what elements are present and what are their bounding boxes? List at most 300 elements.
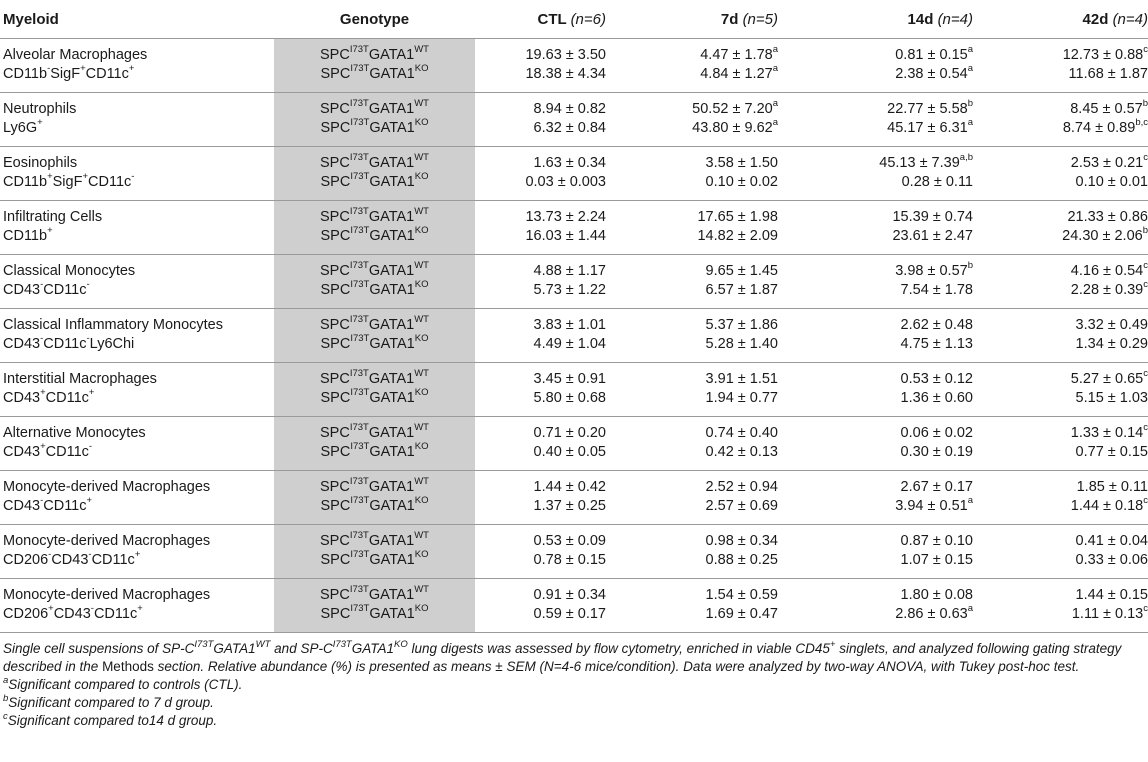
- genotype-mutation: I73T: [350, 495, 370, 507]
- cell-7d: [606, 147, 778, 201]
- marker-sign: +: [37, 117, 43, 129]
- footnote-mark: c: [3, 710, 8, 722]
- value-ko: 6.32 ± 0.84: [533, 120, 606, 136]
- value-ko: 18.38 ± 4.34: [525, 66, 606, 82]
- value-wt: 2.53 ± 0.21$^c$: [1070, 152, 1148, 171]
- value-ko: 4.75 ± 1.13: [900, 336, 973, 352]
- significance-mark: a: [772, 63, 778, 75]
- marker-sign: -: [131, 171, 135, 183]
- cell-genotype: [274, 201, 475, 255]
- value-wt: 13.73 ± 2.24: [525, 209, 606, 225]
- population-marker: CD43+CD11c-: [3, 441, 93, 460]
- value-wt: 12.73 ± 0.88$^c$: [1062, 44, 1148, 63]
- cell-ctl: [475, 93, 606, 147]
- genotype-wt-label: WT: [414, 476, 429, 488]
- cell-7d: [606, 201, 778, 255]
- significance-mark: c: [1143, 495, 1148, 507]
- value-ko: 3.94 ± 0.51$^a$: [895, 495, 973, 514]
- value-wt: 1.33 ± 0.14$^c$: [1070, 422, 1148, 441]
- table-row: [0, 39, 1148, 93]
- significance-mark: c: [1143, 368, 1148, 380]
- footnote-superscript: KO: [393, 638, 408, 650]
- value-wt: 0.41 ± 0.04: [1075, 533, 1148, 549]
- genotype-ko: $SPC^{I73T}GATA1^{KO}$: [320, 603, 429, 622]
- genotype-wt-label: WT: [414, 584, 429, 596]
- table-row: [0, 417, 1148, 471]
- population-marker: CD43-CD11c+: [3, 495, 93, 514]
- cell-42d: [973, 525, 1148, 579]
- cell-genotype: [274, 309, 475, 363]
- table-body: [0, 39, 1148, 633]
- cell-genotype: [274, 579, 475, 633]
- value-ko: 0.10 ± 0.02: [705, 174, 778, 190]
- cell-ctl: [475, 309, 606, 363]
- cell-42d: [973, 255, 1148, 309]
- population-marker: CD43+CD11c+: [3, 387, 95, 406]
- significance-mark: b: [1142, 98, 1148, 110]
- population-marker: CD11b-SigF+CD11c+: [3, 63, 135, 82]
- population-name: Monocyte-derived Macrophages: [3, 479, 211, 495]
- value-ko: 23.61 ± 2.47: [892, 228, 973, 244]
- genotype-ko-label: KO: [414, 333, 429, 345]
- footnote-superscript: +: [829, 638, 836, 650]
- value-wt: 1.44 ± 0.42: [533, 479, 606, 495]
- value-ko: 2.38 ± 0.54$^a$: [895, 63, 973, 82]
- significance-mark: b: [967, 98, 973, 110]
- footnote-superscript: I73T: [332, 638, 352, 650]
- cell-population: [0, 363, 274, 417]
- table-row: [0, 579, 1148, 633]
- genotype-ko-label: KO: [414, 549, 429, 561]
- value-wt: 21.33 ± 0.86: [1067, 209, 1148, 225]
- value-wt: 2.67 ± 0.17: [900, 479, 973, 495]
- genotype-wt: $SPC^{I73T}GATA1^{WT}$: [319, 584, 429, 603]
- value-wt: 17.65 ± 1.98: [697, 209, 778, 225]
- cell-7d: [606, 309, 778, 363]
- marker-sign: +: [40, 441, 46, 453]
- value-ko: 5.28 ± 1.40: [705, 336, 778, 352]
- genotype-mutation: I73T: [350, 63, 370, 75]
- marker-sign: -: [47, 63, 51, 75]
- cell-42d: [973, 417, 1148, 471]
- value-wt: 0.91 ± 0.34: [533, 587, 606, 603]
- genotype-mutation: I73T: [350, 117, 370, 129]
- value-ko: 16.03 ± 1.44: [525, 228, 606, 244]
- value-wt: 0.74 ± 0.40: [705, 425, 778, 441]
- cell-7d: [606, 579, 778, 633]
- marker-sign: -: [40, 333, 44, 345]
- genotype-ko-label: KO: [414, 279, 429, 291]
- marker-sign: -: [88, 549, 92, 561]
- value-ko: 1.36 ± 0.60: [900, 390, 973, 406]
- marker-sign: +: [128, 63, 135, 75]
- value-ko: 1.94 ± 0.77: [705, 390, 778, 406]
- population-marker: CD11b+SigF+CD11c-: [3, 171, 135, 190]
- cell-population: [0, 309, 274, 363]
- value-ko: 43.80 ± 9.62$^a$: [692, 117, 778, 136]
- footnote-superscript: WT: [255, 638, 271, 650]
- genotype-mutation: I73T: [349, 44, 369, 56]
- cell-ctl: [475, 417, 606, 471]
- value-ko: 45.17 ± 6.31$^a$: [887, 117, 973, 136]
- value-wt: 3.98 ± 0.57$^b$: [895, 260, 973, 279]
- value-wt: 8.94 ± 0.82: [533, 101, 606, 117]
- value-ko: 0.88 ± 0.25: [705, 552, 778, 568]
- population-name: Classical Inflammatory Monocytes: [3, 317, 223, 333]
- genotype-wt: $SPC^{I73T}GATA1^{WT}$: [319, 422, 429, 441]
- significance-mark: a: [967, 495, 973, 507]
- value-wt: 50.52 ± 7.20$^a$: [692, 98, 778, 117]
- genotype-mutation: I73T: [349, 206, 369, 218]
- genotype-wt: $SPC^{I73T}GATA1^{WT}$: [319, 530, 429, 549]
- value-wt: 3.91 ± 1.51: [705, 371, 778, 387]
- genotype-mutation: I73T: [350, 387, 370, 399]
- cell-14d: [778, 417, 973, 471]
- population-marker: CD206+CD43-CD11c+: [3, 603, 143, 622]
- genotype-ko: $SPC^{I73T}GATA1^{KO}$: [320, 387, 429, 406]
- genotype-wt: $SPC^{I73T}GATA1^{WT}$: [319, 44, 429, 63]
- genotype-ko: $SPC^{I73T}GATA1^{KO}$: [320, 441, 429, 460]
- cell-genotype: [274, 525, 475, 579]
- cell-42d: [973, 201, 1148, 255]
- value-wt: 4.16 ± 0.54$^c$: [1070, 260, 1148, 279]
- value-ko: 0.42 ± 0.13: [705, 444, 778, 460]
- value-wt: 1.54 ± 0.59: [705, 587, 778, 603]
- cell-ctl: [475, 579, 606, 633]
- value-wt: 4.47 ± 1.78$^a$: [700, 44, 778, 63]
- genotype-wt: $SPC^{I73T}GATA1^{WT}$: [319, 206, 429, 225]
- cell-ctl: [475, 363, 606, 417]
- genotype-ko-label: KO: [414, 225, 429, 237]
- value-wt: 2.62 ± 0.48: [900, 317, 973, 333]
- value-ko: 1.69 ± 0.47: [705, 606, 778, 622]
- cell-ctl: [475, 525, 606, 579]
- significance-mark: a: [772, 117, 778, 129]
- value-wt: 3.32 ± 0.49: [1075, 317, 1148, 333]
- value-wt: 1.63 ± 0.34: [533, 155, 606, 171]
- genotype-wt: $SPC^{I73T}GATA1^{WT}$: [319, 368, 429, 387]
- genotype-wt-label: WT: [414, 422, 429, 434]
- cell-genotype: [274, 471, 475, 525]
- cell-genotype: [274, 255, 475, 309]
- genotype-wt-label: WT: [414, 152, 429, 164]
- genotype-mutation: I73T: [350, 225, 370, 237]
- significance-mark: b,c: [1135, 117, 1148, 129]
- cell-7d: [606, 93, 778, 147]
- value-ko: 24.30 ± 2.06$^b$: [1062, 225, 1148, 244]
- population-name: Alternative Monocytes: [3, 425, 146, 441]
- cell-population: [0, 147, 274, 201]
- genotype-ko: $SPC^{I73T}GATA1^{KO}$: [320, 63, 429, 82]
- value-ko: 7.54 ± 1.78: [900, 282, 973, 298]
- cell-7d: [606, 471, 778, 525]
- marker-sign: +: [47, 225, 53, 237]
- marker-sign: +: [82, 171, 89, 183]
- genotype-ko-label: KO: [414, 603, 429, 615]
- genotype-ko-label: KO: [414, 171, 429, 183]
- cell-population: [0, 39, 274, 93]
- value-ko: 5.15 ± 1.03: [1075, 390, 1148, 406]
- value-ko: $8.74 \pm 0.89^{b,c}$: [1062, 117, 1148, 136]
- cell-7d: [606, 255, 778, 309]
- value-wt: 5.27 ± 0.65$^c$: [1070, 368, 1148, 387]
- value-ko: 0.30 ± 0.19: [900, 444, 973, 460]
- value-wt: 2.52 ± 0.94: [705, 479, 778, 495]
- population-marker: CD206-CD43-CD11c+: [3, 549, 141, 568]
- marker-sign: -: [88, 441, 93, 453]
- value-wt: 0.53 ± 0.09: [533, 533, 606, 549]
- genotype-mutation: I73T: [350, 549, 370, 561]
- population-marker: CD11b+: [3, 225, 53, 244]
- cell-population: [0, 525, 274, 579]
- marker-sign: -: [86, 279, 90, 291]
- genotype-wt: $SPC^{I73T}GATA1^{WT}$: [319, 314, 429, 333]
- genotype-ko: $SPC^{I73T}GATA1^{KO}$: [320, 333, 429, 352]
- genotype-wt: $SPC^{I73T}GATA1^{WT}$: [319, 98, 429, 117]
- cell-genotype: [274, 93, 475, 147]
- value-ko: 5.73 ± 1.22: [533, 282, 606, 298]
- genotype-wt-label: WT: [414, 530, 429, 542]
- significance-mark: c: [1143, 603, 1148, 615]
- value-wt: $45.13 \pm 7.39^{a,b}$: [879, 152, 973, 171]
- genotype-mutation: I73T: [349, 98, 369, 110]
- genotype-ko-label: KO: [414, 63, 429, 75]
- cell-ctl: [475, 147, 606, 201]
- significance-mark: c: [1143, 44, 1148, 56]
- cell-ctl: [475, 471, 606, 525]
- value-ko: 1.44 ± 0.18$^c$: [1070, 495, 1148, 514]
- table-row: [0, 201, 1148, 255]
- population-name: Alveolar Macrophages: [3, 47, 148, 63]
- genotype-ko-label: KO: [414, 387, 429, 399]
- value-ko: 11.68 ± 1.87: [1068, 66, 1148, 82]
- genotype-mutation: I73T: [349, 152, 369, 164]
- value-ko: 14.82 ± 2.09: [697, 228, 778, 244]
- value-wt: 0.98 ± 0.34: [705, 533, 778, 549]
- header-genotype: Genotype: [274, 0, 475, 39]
- value-wt: 0.53 ± 0.12: [900, 371, 973, 387]
- value-wt: 1.80 ± 0.08: [900, 587, 973, 603]
- population-name: Infiltrating Cells: [3, 209, 103, 225]
- significance-mark: a: [967, 603, 973, 615]
- value-ko: 4.49 ± 1.04: [533, 336, 606, 352]
- genotype-ko: $SPC^{I73T}GATA1^{KO}$: [320, 549, 429, 568]
- significance-mark: a: [967, 63, 973, 75]
- marker-sign: +: [40, 387, 46, 399]
- value-ko: 0.33 ± 0.06: [1075, 552, 1148, 568]
- value-wt: 5.37 ± 1.86: [705, 317, 778, 333]
- cell-7d: [606, 363, 778, 417]
- genotype-mutation: I73T: [349, 476, 369, 488]
- cell-population: [0, 93, 274, 147]
- population-marker: CD43-CD11c-Ly6Chi: [3, 333, 135, 352]
- marker-sign: -: [40, 495, 44, 507]
- cell-14d: [778, 39, 973, 93]
- genotype-wt-label: WT: [414, 44, 429, 56]
- footnote-main: Single cell suspensions of $SP-C^{I73T}GATA1^{WT}$ and $SP-C^{I73T}GATA1^{KO}$ lung digests was assessed by flow cytometry, enriched in viable CD45+ singlets, and analyzed following gating strategy described in the Methods section. Relative abundance (%) is presented as means ± SEM (N=4-6 mice/condition). Data were analyzed by two-way ANOVA, with Tukey post-hoc test.: [3, 638, 1122, 674]
- value-ko: 5.80 ± 0.68: [533, 390, 606, 406]
- significance-mark: a,b: [959, 152, 973, 164]
- marker-sign: +: [48, 603, 54, 615]
- footnote-item: $^b$Significant compared to 7 d group.: [3, 692, 214, 710]
- value-wt: 0.06 ± 0.02: [900, 425, 973, 441]
- genotype-ko: $SPC^{I73T}GATA1^{KO}$: [320, 495, 429, 514]
- population-name: Neutrophils: [3, 101, 77, 117]
- marker-sign: +: [88, 387, 95, 399]
- significance-mark: c: [1143, 422, 1148, 434]
- table-row: [0, 255, 1148, 309]
- header-7d: 7d (n=5): [606, 0, 778, 39]
- value-ko: 0.77 ± 0.15: [1075, 444, 1148, 460]
- value-ko: 1.37 ± 0.25: [533, 498, 606, 514]
- value-ko: 0.78 ± 0.15: [533, 552, 606, 568]
- value-ko: 2.28 ± 0.39$^c$: [1070, 279, 1148, 298]
- genotype-wt-label: WT: [414, 206, 429, 218]
- genotype-wt-label: WT: [414, 368, 429, 380]
- value-ko: 2.86 ± 0.63$^a$: [895, 603, 973, 622]
- value-ko: 1.11 ± 0.13$^c$: [1071, 603, 1148, 622]
- genotype-mutation: I73T: [349, 314, 369, 326]
- value-wt: 0.81 ± 0.15$^a$: [895, 44, 973, 63]
- header-ctl: CTL (n=6): [475, 0, 606, 39]
- table-footnotes: [0, 633, 1145, 730]
- value-ko: 0.59 ± 0.17: [533, 606, 606, 622]
- significance-mark: a: [967, 117, 973, 129]
- value-ko: 2.57 ± 0.69: [705, 498, 778, 514]
- genotype-ko: $SPC^{I73T}GATA1^{KO}$: [320, 225, 429, 244]
- population-marker: Ly6G+: [3, 117, 43, 136]
- cell-ctl: [475, 255, 606, 309]
- cell-42d: [973, 147, 1148, 201]
- significance-mark: c: [1143, 152, 1148, 164]
- significance-mark: c: [1143, 260, 1148, 272]
- cell-42d: [973, 471, 1148, 525]
- population-name: Monocyte-derived Macrophages: [3, 587, 211, 603]
- marker-sign: -: [48, 549, 52, 561]
- value-wt: 1.44 ± 0.15: [1075, 587, 1148, 603]
- table-row: [0, 525, 1148, 579]
- genotype-wt-label: WT: [414, 314, 429, 326]
- value-wt: 19.63 ± 3.50: [525, 47, 606, 63]
- value-wt: 0.71 ± 0.20: [533, 425, 606, 441]
- cell-population: [0, 255, 274, 309]
- cell-genotype: [274, 417, 475, 471]
- cell-14d: [778, 93, 973, 147]
- marker-sign: +: [137, 603, 143, 615]
- marker-sign: -: [40, 279, 44, 291]
- genotype-mutation: I73T: [350, 603, 370, 615]
- marker-sign: +: [134, 549, 141, 561]
- value-wt: 3.45 ± 0.91: [533, 371, 606, 387]
- population-name: Interstitial Macrophages: [3, 371, 157, 387]
- value-ko: 1.07 ± 0.15: [900, 552, 973, 568]
- genotype-mutation: I73T: [349, 422, 369, 434]
- value-ko: 6.57 ± 1.87: [705, 282, 778, 298]
- value-ko: 0.28 ± 0.11: [901, 174, 973, 190]
- cell-42d: [973, 93, 1148, 147]
- cell-population: [0, 417, 274, 471]
- header-row: [0, 0, 1148, 39]
- significance-mark: c: [1143, 279, 1148, 291]
- significance-mark: a: [772, 44, 778, 56]
- genotype-ko-label: KO: [414, 495, 429, 507]
- genotype-mutation: I73T: [349, 260, 369, 272]
- header-14d: 14d (n=4): [778, 0, 973, 39]
- value-wt: 9.65 ± 1.45: [705, 263, 778, 279]
- genotype-mutation: I73T: [350, 171, 370, 183]
- cell-42d: [973, 39, 1148, 93]
- cell-42d: [973, 363, 1148, 417]
- cell-42d: [973, 579, 1148, 633]
- genotype-mutation: I73T: [349, 368, 369, 380]
- value-wt: 3.83 ± 1.01: [533, 317, 606, 333]
- table-row: [0, 147, 1148, 201]
- genotype-wt-label: WT: [414, 260, 429, 272]
- genotype-mutation: I73T: [350, 333, 370, 345]
- footnote-methods: Methods: [102, 659, 154, 674]
- cell-14d: [778, 525, 973, 579]
- cell-14d: [778, 147, 973, 201]
- significance-mark: b: [1142, 225, 1148, 237]
- cell-7d: [606, 39, 778, 93]
- population-name: Monocyte-derived Macrophages: [3, 533, 211, 549]
- footnote-list: [3, 676, 1142, 730]
- value-wt: 22.77 ± 5.58$^b$: [887, 98, 973, 117]
- footnote-item: $^c$Significant compared to14 d group.: [3, 710, 218, 728]
- value-wt: 3.58 ± 1.50: [705, 155, 778, 171]
- cell-14d: [778, 579, 973, 633]
- value-wt: 1.85 ± 0.11: [1076, 479, 1148, 495]
- genotype-mutation: I73T: [350, 279, 370, 291]
- value-wt: 15.39 ± 0.74: [892, 209, 973, 225]
- cell-7d: [606, 525, 778, 579]
- cell-14d: [778, 309, 973, 363]
- value-ko: 4.84 ± 1.27$^a$: [700, 63, 778, 82]
- value-ko: 0.40 ± 0.05: [533, 444, 606, 460]
- value-ko: 0.03 ± 0.003: [525, 174, 606, 190]
- cell-14d: [778, 255, 973, 309]
- value-ko: 1.34 ± 0.29: [1075, 336, 1148, 352]
- genotype-wt: $SPC^{I73T}GATA1^{WT}$: [319, 476, 429, 495]
- genotype-ko: $SPC^{I73T}GATA1^{KO}$: [320, 171, 429, 190]
- cell-7d: [606, 417, 778, 471]
- value-ko: 0.10 ± 0.01: [1075, 174, 1148, 190]
- cell-genotype: [274, 147, 475, 201]
- cell-population: [0, 471, 274, 525]
- genotype-mutation: I73T: [349, 530, 369, 542]
- population-name: Eosinophils: [3, 155, 78, 171]
- cell-14d: [778, 471, 973, 525]
- significance-mark: a: [772, 98, 778, 110]
- population-marker: CD43-CD11c-: [3, 279, 90, 298]
- cell-ctl: [475, 201, 606, 255]
- footnote-mark: a: [3, 674, 9, 686]
- value-wt: 8.45 ± 0.57$^b$: [1070, 98, 1148, 117]
- significance-mark: b: [967, 260, 973, 272]
- value-wt: 0.87 ± 0.10: [900, 533, 973, 549]
- marker-sign: -: [86, 333, 90, 345]
- header-42d: 42d (n=4): [973, 0, 1148, 39]
- cell-14d: [778, 201, 973, 255]
- genotype-wt: $SPC^{I73T}GATA1^{WT}$: [319, 152, 429, 171]
- population-name: Classical Monocytes: [3, 263, 136, 279]
- cell-population: [0, 579, 274, 633]
- genotype-wt: $SPC^{I73T}GATA1^{WT}$: [319, 260, 429, 279]
- cell-42d: [973, 309, 1148, 363]
- value-wt: 4.88 ± 1.17: [533, 263, 606, 279]
- genotype-ko: $SPC^{I73T}GATA1^{KO}$: [320, 279, 429, 298]
- cell-ctl: [475, 39, 606, 93]
